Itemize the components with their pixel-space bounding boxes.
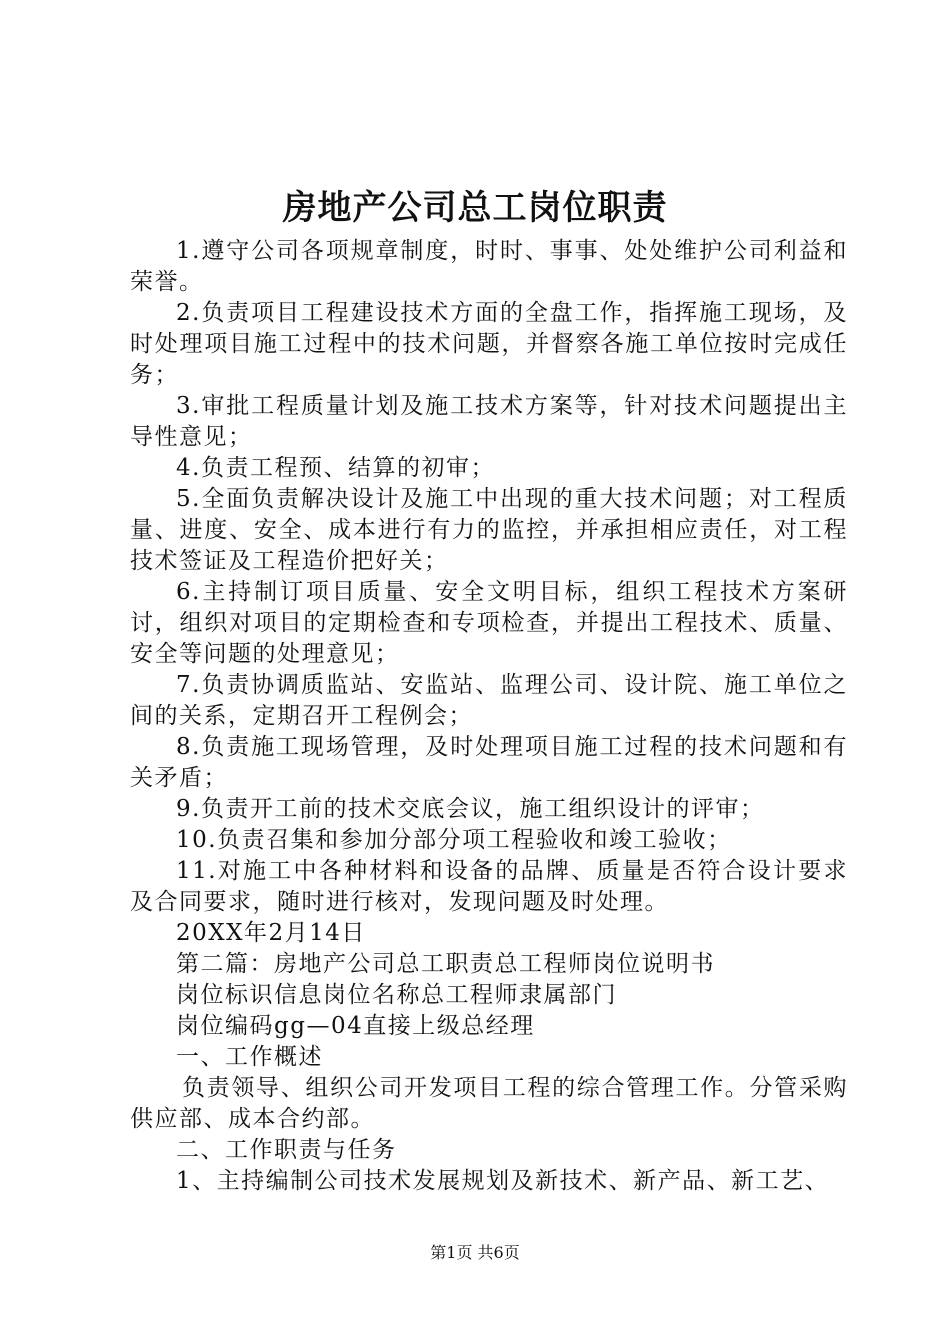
paragraph: 岗位标识信息岗位名称总工程师隶属部门 [176, 982, 617, 1008]
paragraph: 岗位编码gg—04直接上级总经理 [176, 1013, 535, 1039]
date-line: 20XX年2月14日 [176, 920, 366, 946]
paragraph: 10.负责召集和参加分部分项工程验收和竣工验收； [176, 827, 732, 853]
paragraph: 9.负责开工前的技术交底会议，施工组织设计的评审； [176, 796, 765, 822]
document-title: 房地产公司总工岗位职责 [282, 188, 668, 228]
section-heading: 第二篇：房地产公司总工职责总工程师岗位说明书 [176, 951, 715, 977]
paragraph: 3.审批工程质量计划及施工技术方案等，针对技术问题提出主导性意见； [130, 393, 848, 450]
paragraph: 5.全面负责解决设计及施工中出现的重大技术问题；对工程质量、进度、安全、成本进行有力的监控，并承担相应责任，对工程技术签证及工程造价把好关； [130, 486, 848, 574]
paragraph: 1、主持编制公司技术发展规划及新技术、新产品、新工艺、 [176, 1168, 830, 1194]
section-heading: 二、工作职责与任务 [176, 1137, 397, 1163]
paragraph: 6.主持制订项目质量、安全文明目标，组织工程技术方案研讨，组织对项目的定期检查和专项检查，并提出工程技术、质量、安全等问题的处理意见； [130, 579, 848, 667]
paragraph: 1.遵守公司各项规章制度，时时、事事、处处维护公司利益和荣誉。 [130, 238, 848, 295]
paragraph: 4.负责工程预、结算的初审； [176, 455, 495, 481]
paragraph: 7.负责协调质监站、安监站、监理公司、设计院、施工单位之间的关系，定期召开工程例会； [130, 672, 848, 729]
paragraph: 11.对施工中各种材料和设备的品牌、质量是否符合设计要求及合同要求，随时进行核对，发现问题及时处理。 [130, 858, 848, 915]
section-heading: 一、工作概述 [176, 1044, 323, 1070]
document-body [130, 236, 848, 1197]
paragraph: 2.负责项目工程建设技术方面的全盘工作，指挥施工现场，及时处理项目施工过程中的技术问题，并督察各施工单位按时完成任务； [130, 300, 848, 388]
page-footer: 第1页 共6页 [430, 1243, 520, 1262]
paragraph: 8.负责施工现场管理，及时处理项目施工过程的技术问题和有关矛盾； [130, 734, 848, 791]
paragraph: 负责领导、组织公司开发项目工程的综合管理工作。分管采购供应部、成本合约部。 [130, 1075, 848, 1132]
